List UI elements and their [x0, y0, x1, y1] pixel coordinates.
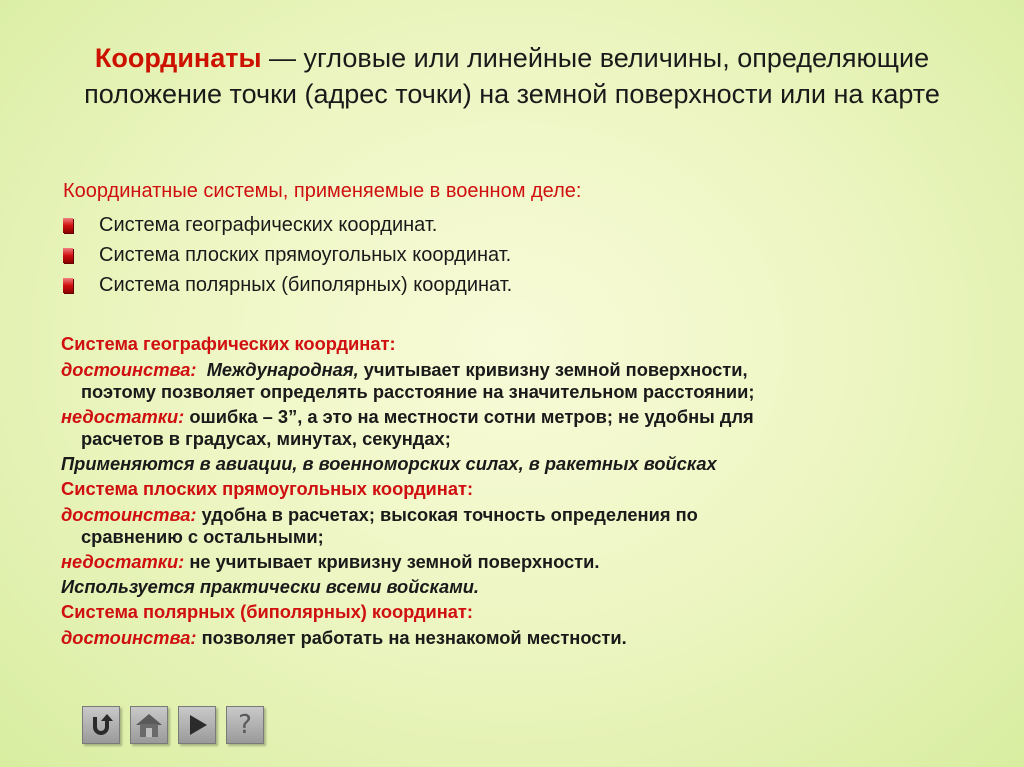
flat-advantages	[61, 504, 961, 548]
geo-heading: Система географических координат:	[61, 333, 396, 354]
home-icon	[134, 711, 164, 739]
details	[61, 333, 961, 652]
geo-dis-text1: ошибка – 3”, а это на местности сотни метров; не удобны для	[184, 406, 754, 427]
title-term: Координаты	[94, 43, 262, 73]
flat-dis-text: не учитывает кривизну земной поверхности.	[184, 551, 600, 572]
geo-adv-label: достоинства:	[61, 359, 197, 380]
geo-adv-text2: поэтому позволяет определять расстояние на значительном расстоянии;	[81, 381, 755, 402]
flat-dis-label: недостатки:	[61, 551, 185, 572]
geo-disadvantages	[61, 406, 961, 450]
return-icon	[87, 711, 115, 739]
systems-heading: Координатные системы, применяемые в военном деле:	[63, 180, 582, 202]
list-item	[63, 240, 512, 270]
geo-dis-text2: расчетов в градусах, минутах, секундах;	[81, 428, 451, 449]
bullet-icon	[63, 278, 73, 293]
title-definition: — угловые или линейные величины, определяющие положение точки (адрес точки) на земной поверхности или на карте	[84, 43, 940, 109]
home-button[interactable]	[130, 706, 168, 744]
list-item	[63, 210, 512, 240]
geo-usage: Применяются в авиации, в военноморских силах, в ракетных войсках	[61, 453, 717, 474]
flat-disadvantages	[61, 551, 961, 573]
list-item-label: Система плоских прямоугольных координат.	[99, 244, 512, 266]
return-button[interactable]	[82, 706, 120, 744]
next-button[interactable]	[178, 706, 216, 744]
flat-heading: Система плоских прямоугольных координат:	[61, 478, 474, 499]
systems-list	[63, 210, 512, 300]
flat-adv-text1: удобна в расчетах; высокая точность определения по	[196, 504, 698, 525]
slide-title	[60, 40, 964, 112]
bullet-icon	[63, 248, 73, 263]
polar-advantages	[61, 627, 961, 649]
flat-adv-label: достоинства:	[61, 504, 197, 525]
list-item	[63, 270, 512, 300]
help-button[interactable]	[226, 706, 264, 744]
question-icon: ?	[238, 710, 252, 740]
navigation-bar	[82, 706, 264, 744]
geo-advantages	[61, 359, 961, 403]
list-item-label: Система географических координат.	[99, 214, 438, 236]
polar-heading: Система полярных (биполярных) координат:	[61, 601, 473, 622]
polar-adv-label: достоинства:	[61, 627, 197, 648]
bullet-icon	[63, 218, 73, 233]
flat-adv-text2: сравнению с остальными;	[81, 526, 324, 547]
list-item-label: Система полярных (биполярных) координат.	[99, 274, 513, 296]
geo-adv-italic: Международная,	[206, 359, 359, 380]
flat-usage: Используется практически всеми войсками.	[61, 576, 479, 597]
play-icon	[183, 711, 211, 739]
geo-adv-text1: учитывает кривизну земной поверхности,	[358, 359, 748, 380]
geo-dis-label: недостатки:	[61, 406, 185, 427]
polar-adv-text: позволяет работать на незнакомой местности.	[196, 627, 627, 648]
